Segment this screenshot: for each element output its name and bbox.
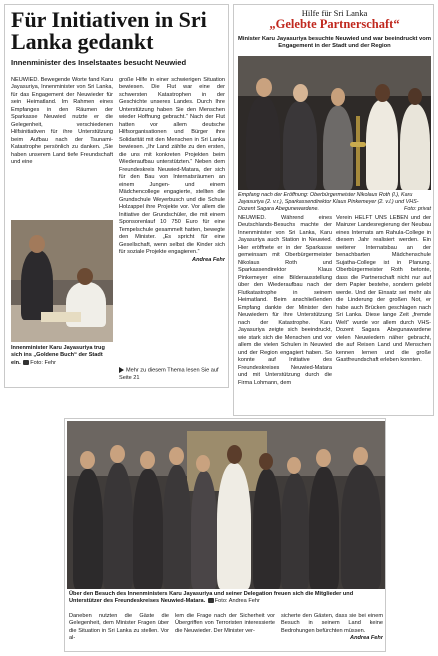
- left-column-2: große Hilfe in einer schwierigen Situation bewiesen. Die Flut war eine der schwersten Katastrophen in der Geschichte unseres Landes. Durch Ihre Unterstützung haben Sie den Menschen wieder Hoffnung gebracht.“ Nach der Flut hatten vor allem deutsche Hilfsorganisationen und Bürger ihre Solidarität mit den Menschen in Sri Lanka bewiesen. „Ihr Land zählte zu den ersten, die uns mit konkreten Projekten beim Wiederaufbau unterstützten.“ Neben dem Freundeskreis Neuwied-Matara, der sich für den Bau von Internatsräumen an einem Jungen- und einem Mädchencollege engagierte, stellten die Grundschule Weyerbusch und die Schule Holzappel ihre Projekte vor. Vor allem die Initiative der Grundschüler, die mit einem Sponsorenlauf 10 750 Euro für eine Tempelschule gesammelt hatten, bewegte den Minister. „Es spricht für eine Gesellschaft, wenn selbst die Kinder sich für soziale Projekte engagieren.“ Andrea Fehr: [119, 77, 225, 263]
- bottom-column-2: lem die Frage nach der Sicherheit vor Übergriffen von Terroristen interessierte die Neuwieder. Der Minister ver-: [175, 613, 275, 634]
- right-photo-reception: [238, 56, 431, 190]
- bottom-signature: Andrea Fehr: [350, 635, 383, 642]
- left-article-clipping: [4, 4, 229, 388]
- camera-icon: [23, 360, 29, 365]
- right-kicker: Hilfe für Sri Lanka: [301, 8, 368, 18]
- bottom-photo-caption: Über den Besuch des Innenministers Karu Jayasuriya und seiner Delegation freuen sich die Mitglieder und Unterstützer des Freundeskreises Neuwied-Matara. Foto: Andrea Fehr: [69, 591, 354, 605]
- right-subhead: Minister Karu Jayasuriya besuchte Neuwied und war beeindruckt vom Engagement in der Stadt und der Region: [238, 36, 431, 49]
- left-column-1: NEUWIED. Bewegende Worte fand Karu Jayasuriya, Innenminister von Sri Lanka, für das Engagement der Neuwieder für sein Heimatland. Im Rahmen eines Empfanges in den Räumen der Sparkasse Neuwied nutzte er die Gelegenheit, verschiedenen Hilfsinitiativen für ihre Unterstützung beim Aufbau nach der Tsunami-Katastrophe persönlich zu danken. „Sie haben unserem Land tiefe Freundschaft und eine: [11, 77, 113, 166]
- right-headline: „Gelebte Partnerschaft“: [269, 17, 400, 31]
- right-column-2: Verein HELFT UNS LEBEN und der Mainzer Landesregierung der Neubau eines Internats am Rahula-College in diesem Jahr realisiert werden. Ein weiterer Internatsbau an der benachbarten Mädchenschule Sujatha-College ist in Planung. Oberbürgermeister Roth betonte, dass die Partnerschaft nicht nur auf dem Papier bestehe, sondern gelebt werde. Und der Einsatz sei mehr als die Linderung der großen Not, er habe auch Brücken geschlagen nach Sri Lanka. Diese lange Zeit „fremde Welt“ wurde vor allem durch VHS-Dozent Sagara Abegunawardene vielen Neuwiedern näher gebracht, die auf Reisen Land und Menschen kennen lernen und die große Gastfreundschaft erleben konnten.: [336, 215, 431, 364]
- bottom-column-1: Daneben nutzten die Gäste die Gelegenheit, dem Minister Fragen über die Situation in Sri Lanka zu stellen. Vor al-: [69, 613, 169, 642]
- left-photo-caption: Innenminister Karu Jayasuriya trug sich ins „Goldene Buch“ der Stadt ein. Foto: Fehr: [11, 345, 105, 366]
- bottom-photo-delegation: [67, 421, 385, 589]
- bottom-article-clipping: [64, 418, 386, 652]
- left-headline: Für Initiativen in Sri Lanka gedankt: [11, 7, 207, 55]
- bottom-column-3: sicherte den Gästen, dass sie bei einem Besuch in seinem Land keine Bedrohungen befürchten müssen. Andrea Fehr: [281, 613, 383, 642]
- left-subhead: Innenminister des Inselstaates besucht Neuwied: [11, 58, 187, 67]
- camera-icon: [208, 598, 214, 603]
- right-article-clipping: [233, 4, 434, 416]
- left-photo-golden-book: [11, 220, 113, 342]
- right-column-1: NEUWIED. Während eines Deutschlands-Besuchs machte der Innenminister von Sri Lanka, Karu Jayasuriya auch Station in Neuwied. Hier eröffnete er in der Sparkasse gemeinsam mit Oberbürgermeister Nikolaus Roth und Sparkassendirektor Klaus Pinkemeyer eine Bilderausstellung über den Wiederaufbau nach der Flutkatastrophe in seinem Heimatland. Beim anschließenden Empfang dankte der Minister den Neuwiedern für ihre Unterstützung nach der Katastrophe. Karu Jayasuriya zeigte sich beeindruckt, wie stark sich die Menschen und vor allem die vielen Schulen in Neuwied und der Region engagiert haben. So konnte auf Initiative des Freundeskreises Neuwied-Matara und mit Unterstützung durch die Firma Lohmann, dem: [238, 215, 332, 386]
- more-on-page-link[interactable]: Mehr zu diesem Thema lesen Sie auf Seite 21: [119, 367, 219, 381]
- right-photo-caption: Empfang nach der Eröffnung: Oberbürgermeister Nikolaus Roth (l.), Karu Jayasuriya (2. v.r.), Sparkassendirektor Klaus Pinkemeyer (2. v.l.) und VHS-Dozent Sagara Abegunewardene. Foto: privat: [238, 192, 431, 213]
- arrow-right-icon: [119, 367, 124, 373]
- left-signature: Andrea Fehr: [192, 256, 225, 263]
